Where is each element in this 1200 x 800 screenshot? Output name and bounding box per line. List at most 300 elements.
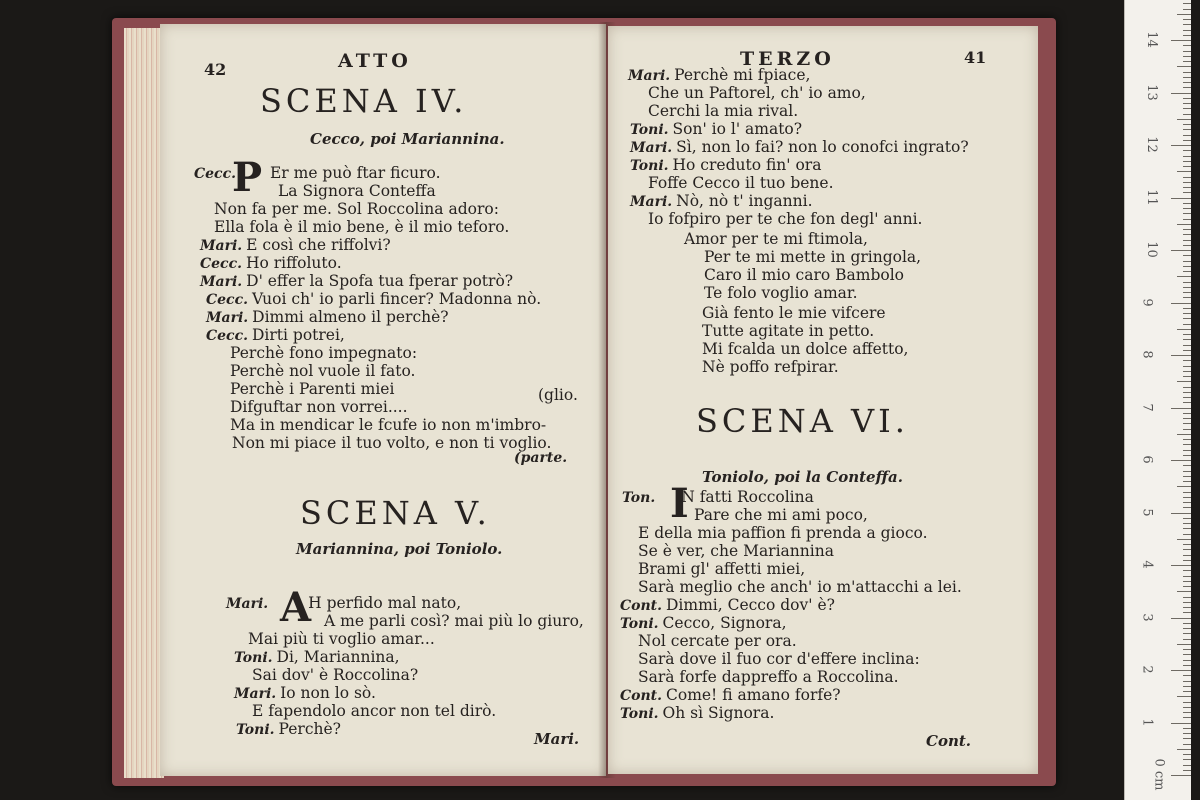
ruler-tick bbox=[1183, 549, 1191, 550]
drop-cap: I bbox=[670, 480, 689, 527]
ruler-tick bbox=[1183, 623, 1191, 624]
verse-text: Oh sì Signora. bbox=[662, 704, 775, 722]
verse-line bbox=[638, 542, 834, 560]
ruler-label: 0 cm bbox=[1151, 758, 1167, 791]
ruler-label: 13 bbox=[1143, 83, 1159, 101]
ruler-tick bbox=[1183, 156, 1191, 157]
ruler-tick bbox=[1183, 444, 1191, 445]
verse-line bbox=[200, 272, 513, 290]
ruler-tick bbox=[1183, 166, 1191, 167]
verse-text: D' effer la Spofa tua fperar potrò? bbox=[246, 272, 514, 290]
ruler-tick bbox=[1183, 544, 1191, 545]
page-number: 42 bbox=[204, 60, 227, 79]
ruler-tick bbox=[1183, 51, 1191, 52]
ruler-tick bbox=[1177, 14, 1191, 15]
ruler-tick bbox=[1183, 612, 1191, 613]
ruler-tick bbox=[1171, 513, 1191, 514]
ruler-label: 8 bbox=[1139, 350, 1155, 359]
ruler-tick bbox=[1183, 455, 1191, 456]
running-head: TERZO bbox=[740, 48, 835, 70]
ruler-tick bbox=[1171, 303, 1191, 304]
ruler-tick bbox=[1183, 691, 1191, 692]
ruler-tick bbox=[1183, 681, 1191, 682]
ruler-tick bbox=[1183, 366, 1191, 367]
verse-line bbox=[324, 612, 584, 630]
verse-text: E della mia paffion fi prenda a gioco. bbox=[638, 524, 928, 542]
verse-line bbox=[252, 702, 496, 720]
ruler-tick bbox=[1183, 492, 1191, 493]
ruler-tick bbox=[1177, 486, 1191, 487]
ruler-tick bbox=[1183, 61, 1191, 62]
ruler-tick bbox=[1183, 292, 1191, 293]
ruler-tick bbox=[1183, 476, 1191, 477]
ruler-tick bbox=[1183, 523, 1191, 524]
verse-line bbox=[648, 210, 923, 228]
ruler-tick bbox=[1183, 213, 1191, 214]
verse-line bbox=[648, 84, 866, 102]
verse-line bbox=[230, 362, 415, 380]
verse-line bbox=[630, 138, 969, 156]
ruler-tick bbox=[1183, 3, 1191, 4]
ruler-label: 1 bbox=[1139, 717, 1155, 727]
ruler-label: 2 bbox=[1139, 665, 1155, 674]
ruler-tick bbox=[1183, 182, 1191, 183]
ruler-tick bbox=[1183, 203, 1191, 204]
verse-text: Perchè i Parenti miei bbox=[230, 380, 395, 398]
verse-text: Nè poffo refpirar. bbox=[702, 358, 839, 376]
verse-line bbox=[206, 308, 449, 326]
ruler-tick bbox=[1183, 240, 1191, 241]
ruler-tick bbox=[1183, 518, 1191, 519]
ruler-tick bbox=[1183, 35, 1191, 36]
ruler-tick bbox=[1183, 19, 1191, 20]
ruler-tick bbox=[1183, 339, 1191, 340]
verse-text: Ho riffoluto. bbox=[245, 254, 342, 272]
verse-line bbox=[628, 66, 810, 84]
ruler-tick bbox=[1183, 497, 1191, 498]
verse-text: Di, Mariannina, bbox=[276, 648, 400, 666]
ruler-tick bbox=[1183, 345, 1191, 346]
verse-line bbox=[620, 704, 774, 722]
ruler-tick bbox=[1183, 649, 1191, 650]
verse-line bbox=[702, 304, 886, 322]
verse-line bbox=[620, 596, 835, 614]
ruler-tick bbox=[1183, 707, 1191, 708]
scene-title: SCENA IV. bbox=[260, 82, 468, 120]
verse-line bbox=[230, 344, 417, 362]
verse-line bbox=[704, 284, 858, 302]
verse-text: A me parli così? mai più lo giuro, bbox=[324, 612, 584, 630]
ruler-tick bbox=[1183, 660, 1191, 661]
verse-line bbox=[620, 686, 841, 704]
verse-line bbox=[694, 506, 868, 524]
page-number: 41 bbox=[964, 48, 987, 67]
verse-text: Er me può ftar ficuro. bbox=[269, 164, 441, 182]
ruler-tick bbox=[1183, 754, 1191, 755]
ruler-tick bbox=[1183, 586, 1191, 587]
ruler-tick bbox=[1183, 350, 1191, 351]
verse-line bbox=[648, 102, 798, 120]
ruler-tick bbox=[1171, 460, 1191, 461]
ruler-tick bbox=[1183, 261, 1191, 262]
verse-line bbox=[684, 230, 868, 248]
verse-text: Già fento le mie vifcere bbox=[702, 304, 886, 322]
ruler-tick bbox=[1183, 376, 1191, 377]
speaker-label: Mari. bbox=[628, 68, 671, 84]
ruler-tick bbox=[1183, 665, 1191, 666]
ruler-tick bbox=[1171, 198, 1191, 199]
verse-line bbox=[702, 358, 839, 376]
ruler-tick bbox=[1183, 628, 1191, 629]
speaker-label: Toni. bbox=[234, 650, 273, 666]
ruler-tick bbox=[1183, 192, 1191, 193]
verse-line bbox=[214, 200, 499, 218]
speaker-label: Toni. bbox=[236, 722, 275, 738]
ruler-tick bbox=[1171, 93, 1191, 94]
verse-line bbox=[194, 164, 441, 182]
verse-line bbox=[234, 684, 376, 702]
verse-line bbox=[230, 380, 394, 398]
verse-line bbox=[702, 340, 909, 358]
speaker-label: Cecc. bbox=[194, 166, 236, 182]
verse-text: Come! fi amano forfe? bbox=[666, 686, 841, 704]
verse-text: Sai dov' è Roccolina? bbox=[252, 666, 419, 684]
verse-text: Perchè? bbox=[278, 720, 341, 738]
ruler-tick bbox=[1183, 712, 1191, 713]
verse-line bbox=[230, 398, 408, 416]
ruler-tick bbox=[1183, 287, 1191, 288]
verse-line bbox=[206, 290, 541, 308]
ruler-tick bbox=[1171, 670, 1191, 671]
ruler-tick bbox=[1183, 334, 1191, 335]
speaker-label: Toni. bbox=[620, 616, 659, 632]
ruler-tick bbox=[1171, 40, 1191, 41]
ruler-tick bbox=[1177, 224, 1191, 225]
verse-text: Sarà dove il fuo cor d'effere inclina: bbox=[638, 650, 920, 668]
speaker-label: Ton. bbox=[622, 490, 656, 506]
verse-text: Nò, nò t' inganni. bbox=[676, 192, 813, 210]
ruler-tick bbox=[1183, 318, 1191, 319]
ruler-tick bbox=[1183, 124, 1191, 125]
ruler-label: 10 bbox=[1143, 241, 1159, 258]
ruler-tick bbox=[1183, 177, 1191, 178]
verse-text: Perchè nol vuole il fato. bbox=[230, 362, 416, 380]
ruler-tick bbox=[1183, 534, 1191, 535]
speaker-label: Mari. bbox=[630, 194, 673, 210]
ruler-tick bbox=[1183, 255, 1191, 256]
ruler-tick bbox=[1183, 234, 1191, 235]
verse-line bbox=[630, 156, 821, 174]
ruler-tick bbox=[1183, 56, 1191, 57]
drop-cap: A bbox=[280, 584, 312, 631]
ruler-tick bbox=[1183, 528, 1191, 529]
ruler-tick bbox=[1183, 560, 1191, 561]
ruler-label: 7 bbox=[1139, 402, 1155, 412]
ruler-tick bbox=[1183, 471, 1191, 472]
speaker-label: Cont. bbox=[620, 688, 662, 704]
ruler-tick bbox=[1183, 271, 1191, 272]
verse-line bbox=[620, 614, 787, 632]
speaker-label: Cecc. bbox=[206, 328, 248, 344]
ruler-tick bbox=[1183, 72, 1191, 73]
verse-text: Tutte agitate in petto. bbox=[702, 322, 875, 340]
ruler-tick bbox=[1183, 371, 1191, 372]
verse-line bbox=[638, 560, 805, 578]
ruler-tick bbox=[1183, 77, 1191, 78]
verse-text: Son' io l' amato? bbox=[672, 120, 803, 138]
verse-line bbox=[630, 120, 802, 138]
scene-subtitle: Toniolo, poi la Conteffa. bbox=[702, 468, 903, 486]
ruler-tick bbox=[1183, 738, 1191, 739]
ruler-tick bbox=[1171, 408, 1191, 409]
ruler-tick bbox=[1183, 82, 1191, 83]
ruler-tick bbox=[1183, 418, 1191, 419]
verse-line bbox=[232, 434, 551, 452]
verse-line bbox=[278, 182, 436, 200]
verse-text: Vuoi ch' io parli fincer? Madonna nò. bbox=[251, 290, 542, 308]
ruler-tick bbox=[1183, 219, 1191, 220]
ruler-label: 3 bbox=[1139, 612, 1155, 622]
scene-title: SCENA V. bbox=[300, 494, 491, 532]
ruler-tick bbox=[1183, 208, 1191, 209]
ruler-tick bbox=[1183, 150, 1191, 151]
ruler-tick bbox=[1177, 539, 1191, 540]
ruler-tick bbox=[1183, 502, 1191, 503]
verse-text: Difguftar non vorrei.... bbox=[230, 398, 408, 416]
ruler-tick bbox=[1183, 313, 1191, 314]
ruler-label: 6 bbox=[1139, 455, 1155, 464]
ruler-tick bbox=[1183, 686, 1191, 687]
verse-line bbox=[704, 248, 921, 266]
scene-subtitle: Mariannina, poi Toniolo. bbox=[296, 540, 503, 558]
ruler-tick bbox=[1183, 570, 1191, 571]
ruler-tick bbox=[1183, 229, 1191, 230]
verse-text: Brami gl' affetti miei, bbox=[638, 560, 806, 578]
ruler-tick bbox=[1183, 439, 1191, 440]
verse-line bbox=[252, 666, 418, 684]
ruler-tick bbox=[1171, 775, 1191, 776]
ruler-tick bbox=[1183, 266, 1191, 267]
ruler-tick bbox=[1183, 602, 1191, 603]
verse-line bbox=[248, 630, 435, 648]
verse-line bbox=[622, 488, 814, 506]
verse-text: Sì, non lo fai? non lo conofci ingrato? bbox=[676, 138, 969, 156]
catchword: Mari. bbox=[534, 730, 580, 748]
ruler-tick bbox=[1177, 171, 1191, 172]
verse-turnover: (glio. bbox=[538, 386, 578, 404]
scene-subtitle: Cecco, poi Mariannina. bbox=[310, 130, 505, 148]
ruler-label: 9 bbox=[1139, 297, 1155, 307]
measurement-ruler bbox=[1124, 0, 1191, 800]
verse-text: H perfido mal nato, bbox=[308, 594, 462, 612]
speaker-label: Toni. bbox=[630, 158, 669, 174]
ruler-tick bbox=[1183, 103, 1191, 104]
speaker-label: Mari. bbox=[206, 310, 249, 326]
ruler-tick bbox=[1177, 434, 1191, 435]
verse-text: Io fofpiro per te che fon degl' anni. bbox=[648, 210, 923, 228]
verse-text: Che un Paftorel, ch' io amo, bbox=[648, 84, 866, 102]
speaker-label: Mari. bbox=[200, 238, 243, 254]
ruler-tick bbox=[1183, 581, 1191, 582]
verse-line bbox=[638, 650, 920, 668]
ruler-tick bbox=[1183, 639, 1191, 640]
ruler-tick bbox=[1183, 45, 1191, 46]
catchword: Cont. bbox=[926, 732, 971, 750]
verse-text: Se è ver, che Mariannina bbox=[638, 542, 834, 560]
ruler-tick bbox=[1183, 429, 1191, 430]
ruler-tick bbox=[1177, 591, 1191, 592]
ruler-tick bbox=[1183, 387, 1191, 388]
ruler-tick bbox=[1183, 770, 1191, 771]
verse-text: E fapendolo ancor non tel dirò. bbox=[252, 702, 497, 720]
verse-line bbox=[230, 416, 546, 434]
ruler-tick bbox=[1183, 135, 1191, 136]
ruler-tick bbox=[1177, 329, 1191, 330]
ruler-tick bbox=[1183, 308, 1191, 309]
drop-cap: P bbox=[232, 154, 263, 201]
ruler-tick bbox=[1183, 187, 1191, 188]
speaker-label: Mari. bbox=[226, 596, 269, 612]
ruler-tick bbox=[1183, 607, 1191, 608]
ruler-tick bbox=[1183, 702, 1191, 703]
verse-text: Non mi piace il tuo volto, e non ti voglio. bbox=[232, 434, 552, 452]
verse-text: Caro il mio caro Bambolo bbox=[704, 266, 904, 284]
stage-direction: (parte. bbox=[514, 450, 568, 466]
verse-line bbox=[226, 594, 461, 612]
verse-text: Perchè fono impegnato: bbox=[230, 344, 418, 362]
ruler-tick bbox=[1183, 397, 1191, 398]
verse-text: Dimmi, Cecco dov' è? bbox=[666, 596, 835, 614]
ruler-tick bbox=[1183, 465, 1191, 466]
speaker-label: Mari. bbox=[630, 140, 673, 156]
ruler-tick bbox=[1183, 744, 1191, 745]
ruler-tick bbox=[1183, 245, 1191, 246]
verse-text: Cerchi la mia rival. bbox=[648, 102, 799, 120]
verse-text: Ma in mendicar le fcufe io non m'imbro- bbox=[230, 416, 547, 434]
ruler-tick bbox=[1171, 723, 1191, 724]
speaker-label: Mari. bbox=[200, 274, 243, 290]
verse-text: Mi fcalda un dolce affetto, bbox=[702, 340, 909, 358]
ruler-tick bbox=[1183, 507, 1191, 508]
verse-text: Non fa per me. Sol Roccolina adoro: bbox=[214, 200, 499, 218]
ruler-tick bbox=[1171, 250, 1191, 251]
ruler-tick bbox=[1183, 675, 1191, 676]
verse-line bbox=[702, 322, 874, 340]
verse-text: La Signora Conteffa bbox=[278, 182, 436, 200]
verse-line bbox=[638, 632, 797, 650]
verse-line bbox=[648, 174, 834, 192]
speaker-label: Toni. bbox=[620, 706, 659, 722]
verse-text: Dirti potrei, bbox=[251, 326, 345, 344]
verse-text: Ella fola è il mio bene, è il mio teforo. bbox=[214, 218, 510, 236]
verse-line bbox=[214, 218, 509, 236]
ruler-tick bbox=[1171, 618, 1191, 619]
speaker-label: Cecc. bbox=[206, 292, 248, 308]
verse-line bbox=[236, 720, 341, 738]
speaker-label: Toni. bbox=[630, 122, 669, 138]
verse-text: Sarà forfe dappreffo a Roccolina. bbox=[638, 668, 899, 686]
ruler-tick bbox=[1183, 481, 1191, 482]
ruler-tick bbox=[1171, 145, 1191, 146]
ruler-tick bbox=[1183, 759, 1191, 760]
verse-line bbox=[704, 266, 904, 284]
ruler-tick bbox=[1183, 450, 1191, 451]
ruler-tick bbox=[1177, 119, 1191, 120]
ruler-tick bbox=[1183, 402, 1191, 403]
verse-text: Te folo voglio amar. bbox=[704, 284, 858, 302]
verse-text: Nol cercate per ora. bbox=[638, 632, 797, 650]
verse-line bbox=[200, 254, 342, 272]
speaker-label: Cecc. bbox=[200, 256, 242, 272]
ruler-tick bbox=[1183, 24, 1191, 25]
ruler-tick bbox=[1183, 576, 1191, 577]
ruler-tick bbox=[1183, 114, 1191, 115]
running-head: ATTO bbox=[338, 50, 412, 72]
verse-text: Sarà meglio che anch' io m'attacchi a lei. bbox=[638, 578, 962, 596]
verse-text: Ho creduto fin' ora bbox=[672, 156, 822, 174]
scene-title: SCENA VI. bbox=[696, 402, 909, 440]
ruler-tick bbox=[1171, 355, 1191, 356]
verse-line bbox=[638, 578, 962, 596]
verse-line bbox=[638, 668, 899, 686]
ruler-tick bbox=[1183, 633, 1191, 634]
ruler-tick bbox=[1183, 297, 1191, 298]
ruler-tick bbox=[1183, 140, 1191, 141]
verse-text: Mai più ti voglio amar... bbox=[248, 630, 435, 648]
ruler-tick bbox=[1183, 717, 1191, 718]
ruler-label: 14 bbox=[1143, 31, 1159, 48]
ruler-tick bbox=[1183, 733, 1191, 734]
ruler-tick bbox=[1183, 555, 1191, 556]
ruler-tick bbox=[1177, 644, 1191, 645]
speaker-label: Mari. bbox=[234, 686, 277, 702]
ruler-tick bbox=[1183, 282, 1191, 283]
speaker-label: Cont. bbox=[620, 598, 662, 614]
ruler-tick bbox=[1177, 381, 1191, 382]
ruler-tick bbox=[1183, 423, 1191, 424]
ruler-tick bbox=[1177, 66, 1191, 67]
ruler-tick bbox=[1183, 597, 1191, 598]
ruler-label: 12 bbox=[1143, 136, 1159, 153]
ruler-tick bbox=[1183, 728, 1191, 729]
ruler-tick bbox=[1183, 108, 1191, 109]
ruler-tick bbox=[1171, 565, 1191, 566]
verse-text: Io non lo sò. bbox=[280, 684, 376, 702]
ruler-tick bbox=[1183, 87, 1191, 88]
verse-line bbox=[638, 524, 928, 542]
ruler-tick bbox=[1183, 129, 1191, 130]
verse-line bbox=[206, 326, 345, 344]
verse-text: Pare che mi ami poco, bbox=[694, 506, 868, 524]
ruler-tick bbox=[1183, 161, 1191, 162]
verse-text: Amor per te mi ftimola, bbox=[684, 230, 868, 248]
ruler-label: 5 bbox=[1139, 507, 1155, 517]
left-page bbox=[160, 24, 606, 776]
ruler-tick bbox=[1183, 360, 1191, 361]
verse-text: Perchè mi fpiace, bbox=[674, 66, 811, 84]
verse-line bbox=[234, 648, 400, 666]
ruler-tick bbox=[1183, 654, 1191, 655]
ruler-tick bbox=[1183, 98, 1191, 99]
verse-text: E così che riffolvi? bbox=[246, 236, 391, 254]
right-page bbox=[608, 26, 1038, 774]
page-edges bbox=[124, 28, 164, 778]
verse-text: N fatti Roccolina bbox=[681, 488, 814, 506]
verse-text: Dimmi almeno il perchè? bbox=[252, 308, 449, 326]
verse-text: Foffe Cecco il tuo bene. bbox=[648, 174, 834, 192]
ruler-tick bbox=[1183, 392, 1191, 393]
ruler-tick bbox=[1183, 30, 1191, 31]
